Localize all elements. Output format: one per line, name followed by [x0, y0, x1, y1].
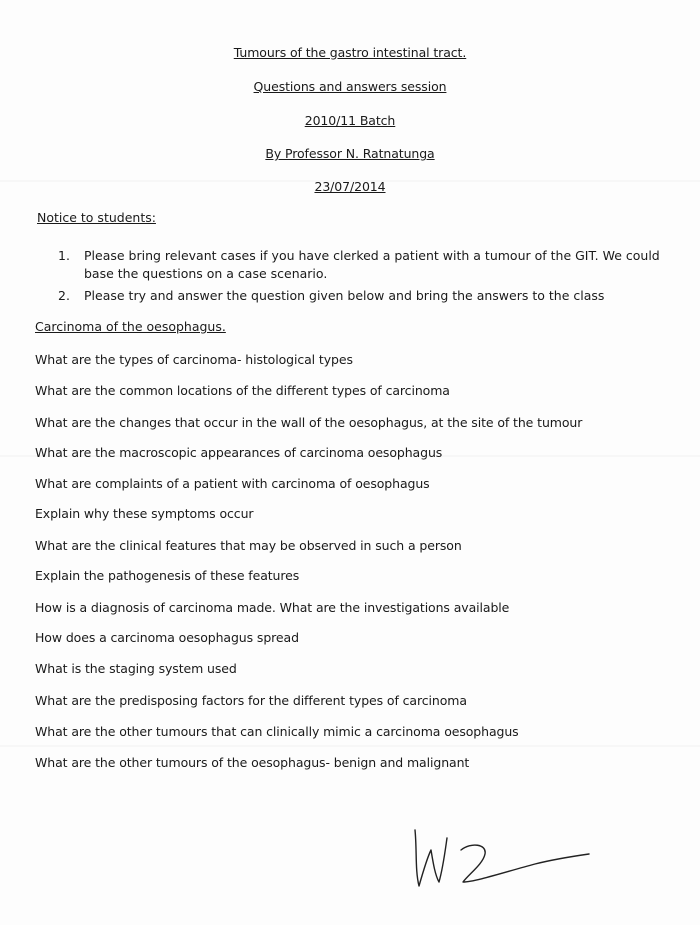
question-item: What are the other tumours of the oesophagus- benign and malignant [35, 755, 470, 770]
question-item: What are the clinical features that may be observed in such a person [35, 538, 462, 553]
notice-item-number: 2. [58, 288, 70, 303]
question-item: What are the macroscopic appearances of carcinoma oesophagus [35, 445, 443, 460]
question-item: What are complaints of a patient with carcinoma of oesophagus [35, 476, 430, 491]
notice-item-text: Please bring relevant cases if you have clerked a patient with a tumour of the GIT. We could base the questions on a case scenario. [84, 248, 660, 281]
question-item: What are the predisposing factors for the different types of carcinoma [35, 693, 467, 708]
question-item: How does a carcinoma oesophagus spread [35, 630, 299, 645]
date-line: 23/07/2014 [314, 179, 386, 194]
question-item: Explain why these symptoms occur [35, 506, 254, 521]
document-title: Tumours of the gastro intestinal tract. [233, 45, 467, 60]
question-item: What are the changes that occur in the wall of the oesophagus, at the site of the tumour [35, 415, 583, 430]
question-item: Explain the pathogenesis of these features [35, 568, 300, 583]
section-heading: Carcinoma of the oesophagus. [35, 319, 226, 334]
question-item: How is a diagnosis of carcinoma made. What are the investigations available [35, 600, 510, 615]
question-item: What is the staging system used [35, 661, 237, 676]
question-item: What are the other tumours that can clinically mimic a carcinoma oesophagus [35, 724, 519, 739]
question-item: What are the common locations of the different types of carcinoma [35, 383, 450, 398]
notice-heading: Notice to students: [37, 210, 156, 225]
notice-item [58, 287, 668, 305]
batch-label: 2010/11 Batch [304, 113, 396, 128]
handwritten-signature-icon [405, 820, 595, 895]
scan-artifact [0, 745, 700, 747]
session-title: Questions and answers session [253, 79, 447, 94]
notice-item-text: Please try and answer the question given below and bring the answers to the class [84, 288, 605, 303]
notice-item [58, 247, 668, 283]
notice-item-number: 1. [58, 248, 70, 263]
author-line: By Professor N. Ratnatunga [265, 146, 435, 161]
question-item: What are the types of carcinoma- histological types [35, 352, 353, 367]
